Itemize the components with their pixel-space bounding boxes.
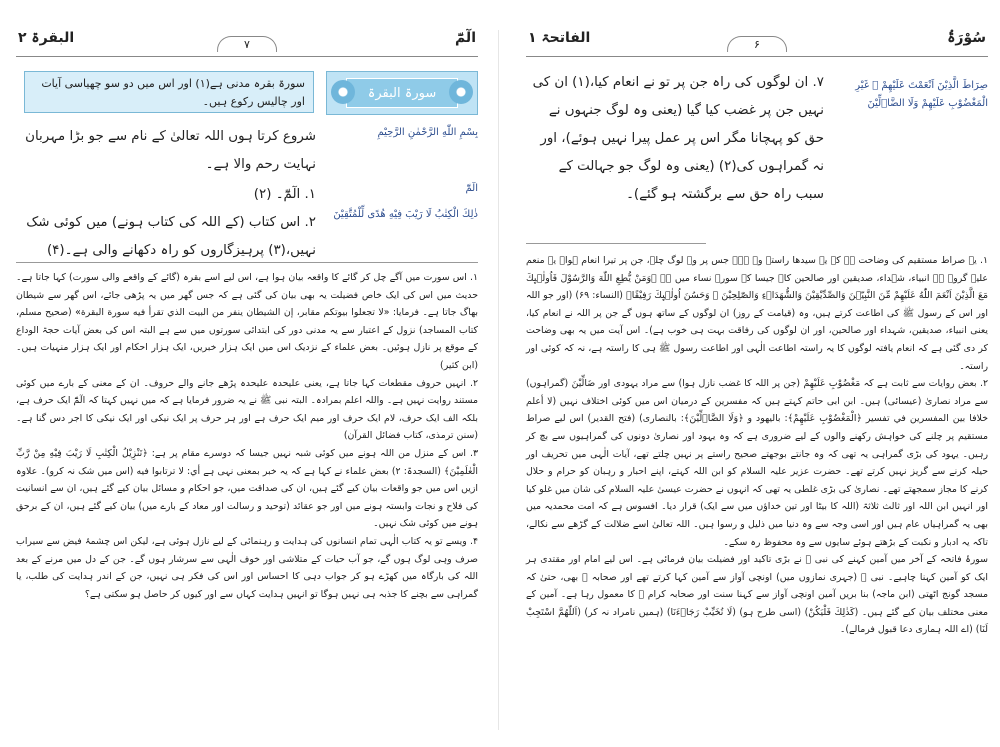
footnote: سورۂ فاتحہ کے آخر میں آمین کہنے کی نبی ﷺ نے بڑی تاکید اور فضیلت بیان فرمائی ہے۔ اس لیے امام اور مقتدی ہر ایک کو آمین کہنا چاہیے۔ نبی ﷺ (جہری نمازوں میں) اونچی آواز سے آمین کہا کرتے تھے اور صحابہ ﷺ بھی، حتیٰ کہ مسجد گونج اٹھتی (ابن ماجہ) بنا بریں آمین اونچی آواز سے کہنا سنت اور صحابہ کرام ﷺ کا معمول رہا ہے۔ آمین کے معنی مختلف بیان کیے گئے ہیں۔ (كَذٰلِكَ فَلْيَكُنْ) (اسی طرح ہو) (لَا تُخَيِّبْ رَجَاۗءَنَا) (ہمیں نامراد نہ کر) (اَللّٰهُمَّ اسْتَجِبْ لَنَا) (اے اللہ ہماری دعا قبول فرمالے)۔ xyxy=(526,554,988,636)
verse-2-arabic: ذٰلِكَ الْكِتٰبُ لَا رَيْبَ فِيْهِ هُدًى لِّلْمُتَّقِيْنَ xyxy=(333,209,478,220)
header-sura-name: البقرۃ ۲ xyxy=(18,30,75,46)
divider xyxy=(16,262,478,263)
footnote: ۲. بعض روایات سے ثابت ہے کہ مَغْضُوْبِ عَلَيْهِمْ (جن پر اللہ کا غضب نازل ہوا) سے مراد یہودی اور ضَالِّيْنَ (گمراہوں) سے مراد نصاریٰ (عیسائی) ہیں۔ ابن ابی حاتم کہتے ہیں کہ مفسرین کے درمیان اس میں کوئی اختلاف نہیں (لا أعلم خلافا بين المفسرين في تفسير ﴿الْمَغْضُوْبِ عَلَيْهِمْ﴾: باليهود و ﴿وَلَا الضَّاۗلِّيْنَ﴾: بالنصارى) (فتح القدیر) اس لیے صراط مستقیم پر چلنے کی خواہش رکھنے والوں کے لیے ضروری ہے کہ وہ یہود اور نصاریٰ دونوں کی گمراہیوں سے بچ کر رہیں۔ یہود کی بڑی گمراہی یہ تھی کہ وہ جانتے بوجھتے صحیح راستے پر نہیں چلتے تھے، آیات الٰہی میں تحریف اور حیلہ کرنے سے گریز نہیں کرتے تھے۔ حضرت عزیر علیہ السلام کو ابن اللہ کہتے، اپنے احبار و رہبان کو حرام و حلال کرنے کا مجاز سمجھتے تھے۔ نصاریٰ کی بڑی غلطی یہ تھی کہ انہوں نے حضرت عیسیٰ علیہ السلام کی شان میں غلو کیا اور انہیں ابن اللہ اور ثالث ثلاثۃ (اللہ کا بیٹا اور تین خداؤں میں سے ایک) قرار دیا۔ افسوس ہے کہ امت محمدیہ میں بھی یہ گمراہیاں عام ہیں اور اسی وجہ سے وہ دنیا میں ذلیل و رسوا ہیں۔ اللہ تعالیٰ اسے ضلالت کے گڑھے سے نکالے، تاکہ یہ ادبار و نکبت کے بڑھتے ہوئے سایوں سے وہ محفوظ رہ سکے۔ xyxy=(526,378,988,548)
bismillah-arabic: بِسْمِ اللّٰهِ الرَّحْمٰنِ الرَّحِيْمِ xyxy=(377,127,478,138)
verse-2-translation: ۲. اس کتاب (کے اللہ کی کتاب ہونے) میں کوئی شک نہیں،(۳) پرہیزگاروں کو راہ دکھانے والی ہے۔(۴) xyxy=(26,215,316,258)
header-juz-name: الٓمّٓ xyxy=(454,30,476,46)
page-number: ۶ xyxy=(727,36,787,52)
bismillah-translation: شروع کرتا ہوں اللہ تعالیٰ کے نام سے جو بڑا مہربان نہایت رحم والا ہے۔ xyxy=(25,129,316,172)
sura-intro: سورۃ بقرہ مدنی ہے(۱) اور اس میں دو سو چھیاسی آیات اور چالیس رکوع ہیں۔ xyxy=(24,71,314,113)
footnote: ۳. اس کے منزل من اللہ ہونے میں کوئی شبہ نہیں جیسا کہ دوسرے مقام پر ہے: ﴿تَنْزِيْلُ الْكِتٰبِ لَا رَيْبَ فِيْهِ مِنْ رَّبِّ الْعٰلَمِيْنَ﴾ (السجدۃ: ۲) بعض علماء نے کہا ہے کہ یہ خبر بمعنی نہی ہے أي: لا ترتابوا فيه (اس میں شک نہ کرو)۔ علاوہ ازیں اس میں جو واقعات بیان کیے گئے ہیں، ان کی صداقت میں، جو احکام و مسائل بیان کیے گئے ہیں، ان سے انسانیت کی فلاح و نجات وابستہ ہونے میں اور جو عقائد (توحید و رسالت اور معاد کے بارے میں) بیان کیے گئے ہیں، ان کے برحق ہونے میں کوئی شک نہیں۔ xyxy=(16,447,478,530)
page-header xyxy=(16,28,478,57)
header-sura-label: سُوْرَۃُ xyxy=(947,30,986,46)
verse-translations xyxy=(16,181,316,265)
sura-title: سورۃ البقرۃ xyxy=(346,78,458,108)
ornament-icon xyxy=(449,80,473,104)
footnote: ۱. اس سورت میں آگے چل کر گائے کا واقعہ بیان ہوا ہے، اس لیے اسے بقرہ (گائے کے واقعے والی سورت) کہا جاتا ہے۔ حدیث میں اس کی ایک خاص فضیلت یہ بھی بیان کی گئی ہے کہ جس گھر میں یہ پڑھی جائے، اس گھر سے شیطان بھاگ جاتا ہے۔ فرمایا: «لا تجعلوا بيوتكم مقابر، إن الشيطان ينفر من البيت الذي تقرأ فيه سورة البقرة» (صحیح مسلم، کتاب المساجد) نزول کے اعتبار سے یہ مدنی دور کی ابتدائی سورتوں میں سے ہے البتہ اس کی بعض آیات حجۃ الوداع کے موقع پر نازل ہوئیں۔ بعض علماء کے نزدیک اس میں ایک ہزار خبریں، ایک ہزار احکام اور ایک ہزار منہیات ہیں۔ (ابن کثیر) xyxy=(16,272,478,371)
footnote: ۲. انہیں حروف مقطعات کہا جاتا ہے، یعنی علیحدہ علیحدہ پڑھے جانے والے حروف۔ ان کے معنی کے بارے میں کوئی مستند روایت نہیں ہے۔ واللہ اعلم بمرادہ۔ البتہ نبی ﷺ نے یہ ضرور فرمایا ہے کہ میں نہیں کہتا کہ الٓمّٓ ایک حرف ہے، بلکہ الف ایک حرف، لام ایک حرف اور میم ایک حرف ہے اور ہر حرف پر ایک نیکی اور ایک نیکی کا اجر دس گنا ہے۔ (سنن ترمذی، کتاب فضائل القرآن) xyxy=(16,377,478,442)
left-page xyxy=(16,28,478,728)
verse-1-arabic: الٓمّٓ xyxy=(465,183,478,194)
sura-title-banner xyxy=(326,71,478,115)
header-sura-name: الفاتحۃ ۱ xyxy=(528,30,591,46)
divider xyxy=(526,243,706,244)
footnote: ۱. یہ صراط مستقیم کی وضاحت ہے کہ یہ سیدھا راستہ وہ ہے۔ جس پر وہ لوگ چلے، جن پر تیرا انعام ہوا۔ یہ منعم علیہ گروہ ہے انبیاء، شہداء، صدیقین اور صالحین کا۔ جیسا کہ سورۂ نساء میں ہے ﴿وَمَنْ يُّطِعِ اللّٰهَ وَالرَّسُوْلَ فَاُولٰۗىِٕكَ مَعَ الَّذِيْنَ اَنْعَمَ اللّٰهُ عَلَيْهِمْ مِّنَ النَّبِيّٖنَ وَالصِّدِّيْقِيْنَ وَالشُّهَدَاۗءِ وَالصّٰلِحِيْنَ ۚ وَحَسُنَ اُولٰۗىِٕكَ رَفِيْقًا﴾ (النساء: ۶۹) (اور جو اللہ اور اس کے رسول ﷺ کی اطاعت کرتے ہیں، وہ (قیامت کے روز) ان لوگوں کے ساتھ ہوں گے جن پر اللہ نے انعام کیا، یعنی انبیاء، صدیقین، شہداء اور صالحین، اور ان لوگوں کی رفاقت بہت ہی خوب ہے)۔ اس آیت میں یہ بھی وضاحت کر دی گئی ہے کہ انعام یافتہ لوگوں کا یہ راستہ اطاعت الٰہی اور اطاعت رسول ﷺ ہی کا راستہ ہے، نہ کہ کوئی اور راستہ۔ xyxy=(526,255,988,372)
page-number: ۷ xyxy=(217,36,277,52)
verse-7-translation: ۷. ان لوگوں کی راہ جن پر تو نے انعام کیا،(۱) ان کی نہیں جن پر غضب کیا گیا (یعنی وہ لوگ جنہوں نے حق کو پہچانا مگر اس پر عمل پیرا نہیں ہوئے)، اور نہ گمراہوں کی(۲) (یعنی وہ لوگ جو جہالت کے سبب راہ حق سے برگشتہ ہو گئے)۔ xyxy=(532,75,824,202)
footnotes xyxy=(526,252,988,639)
footnotes xyxy=(16,269,478,603)
verse-1-translation: ۱. الٓمّٓ۔ (۲) xyxy=(253,187,316,202)
page-header xyxy=(526,28,988,57)
verses-section xyxy=(16,57,478,269)
ornament-icon xyxy=(331,80,355,104)
right-page xyxy=(526,28,988,728)
verse-7-arabic: صِرَاطَ الَّذِيْنَ اَنْعَمْتَ عَلَيْهِمْ ۙ غَيْرِ الْمَغْضُوْبِ عَلَيْهِمْ وَلَا الضَّاۗلِّيْنَ xyxy=(855,80,988,109)
book-spine xyxy=(498,30,499,730)
verses-section xyxy=(526,57,988,252)
footnote: ۴. ویسے تو یہ کتاب الٰہی تمام انسانوں کی ہدایت و رہنمائی کے لیے نازل ہوئی ہے، لیکن اس چشمۂ فیض سے سیراب صرف وہی لوگ ہوں گے، جو آب حیات کے متلاشی اور خوف الٰہی سے سرشار ہوں گے۔ جن کے دل میں مرنے کے بعد اللہ کی بارگاہ میں کھڑے ہو کر جواب دہی کا احساس اور اس کی فکر ہی نہیں، جن کے اندر ہدایت کی طلب، یا گمراہی سے بچنے کا جذبہ ہی نہیں ہوگا تو انہیں ہدایت کہاں سے اور کیوں کر حاصل ہو سکتی ہے؟ xyxy=(16,535,478,600)
